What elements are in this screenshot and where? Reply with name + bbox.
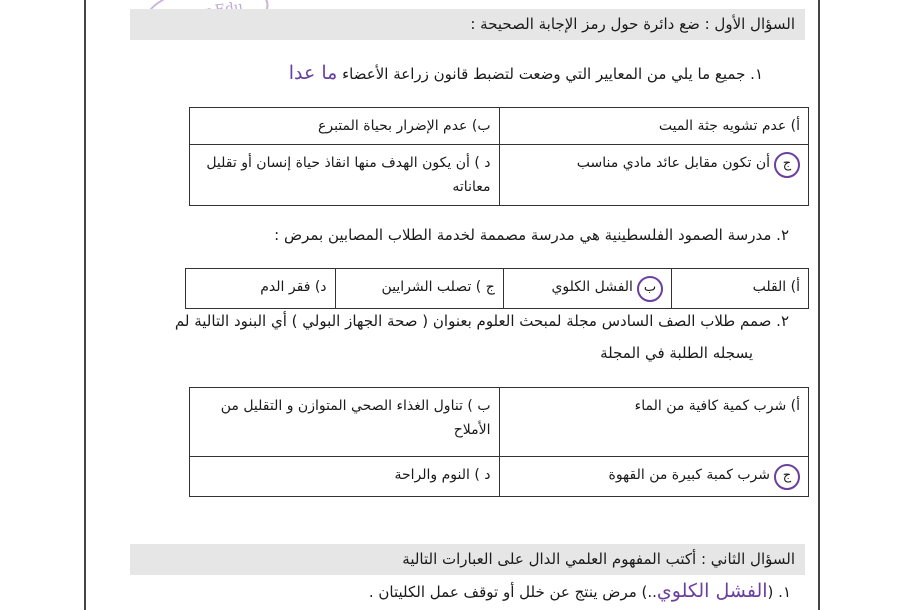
option-b[interactable]: بالفشل الكلوي: [503, 269, 671, 309]
question-2-header: السؤال الثاني : أكتب المفهوم العلمي الدال على العبارات التالية: [130, 544, 805, 575]
answer-circle-mark: ب: [637, 276, 663, 302]
question-1-header: السؤال الأول : ضع دائرة حول رمز الإجابة الصحيحة :: [130, 9, 805, 40]
option-d[interactable]: د) فقر الدم: [186, 269, 336, 309]
option-c[interactable]: جأن تكون مقابل عائد مادي مناسب: [499, 145, 809, 206]
answer-circle-mark: ج: [774, 152, 800, 178]
option-a[interactable]: أ) عدم تشويه جثة الميت: [499, 108, 809, 145]
option-b[interactable]: ب) عدم الإضرار بحياة المتبرع: [190, 108, 500, 145]
item-number: ١.: [778, 583, 791, 601]
item-number: ٢.: [776, 312, 789, 330]
option-d[interactable]: د ) أن يكون الهدف منها انقاذ حياة إنسان أو تقليل معاناته: [190, 145, 500, 206]
option-a[interactable]: أ) شرب كمية كافية من الماء: [499, 388, 809, 457]
option-c[interactable]: جشرب كمبة كبيرة من القهوة: [499, 457, 809, 497]
item-text: جميع ما يلي من المعايير التي وضعت لتضبط قانون زراعة الأعضاء: [342, 65, 746, 83]
q2-item-1: ١. (الفشل الكلوي..) مرض ينتج عن خلل أو توقف عمل الكليتان .: [368, 580, 791, 602]
q1-item-3-stem-line2: يسجله الطلبة في المجلة: [600, 344, 753, 362]
option-b[interactable]: ب ) تناول الغذاء الصحي المتوازن و التقليل من الأملاح: [190, 388, 500, 457]
item-text: صمم طلاب الصف السادس مجلة لمبحث العلوم بعنوان ( صحة الجهاز البولي ) أي البنود التالية لم: [174, 312, 772, 330]
option-c[interactable]: ج ) تصلب الشرايين: [335, 269, 503, 309]
item-number: ١.: [750, 65, 763, 83]
q1-item-1-stem: [289, 62, 763, 85]
option-a[interactable]: أ) القلب: [671, 269, 808, 309]
right-page-border: [818, 0, 820, 610]
q1-item-3-stem-line1: [175, 310, 789, 332]
handwritten-answer: الفشل الكلوي: [656, 580, 768, 602]
item-text: مدرسة الصمود الفلسطينية هي مدرسة مصممة لخدمة الطلاب المصابين بمرض :: [274, 226, 772, 244]
q1-item-2-stem: [274, 224, 789, 246]
left-page-border: [84, 0, 86, 610]
q1-item-2-options: [185, 268, 809, 309]
q1-item-3-options: [189, 387, 809, 497]
handwritten-answer: ما عدا: [288, 62, 338, 84]
q1-item-1-options: [189, 107, 809, 206]
option-d[interactable]: د ) النوم والراحة: [190, 457, 500, 497]
answer-circle-mark: ج: [774, 464, 800, 490]
item-text: مرض ينتج عن خلل أو توقف عمل الكليتان .: [368, 583, 637, 601]
item-number: ٢.: [776, 226, 789, 244]
